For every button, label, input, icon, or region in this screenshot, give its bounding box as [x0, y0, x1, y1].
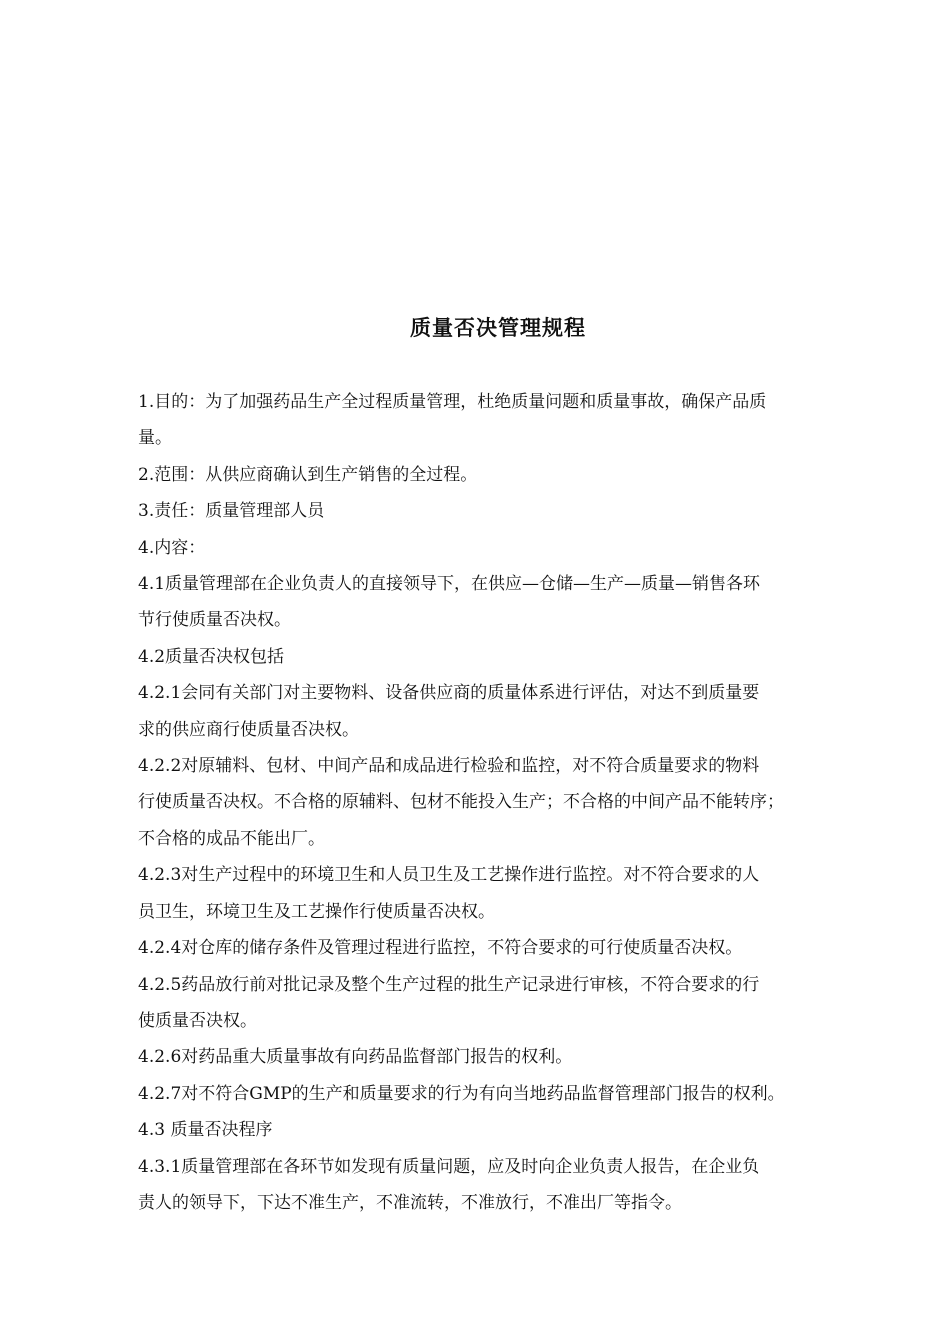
text-line: 4.2质量否决权包括 — [138, 646, 285, 667]
text-line: 2.范围：从供应商确认到生产销售的全过程。 — [138, 464, 478, 485]
text-line: 员卫生，环境卫生及工艺操作行使质量否决权。 — [138, 901, 495, 922]
text-line: 4.2.6对药品重大质量事故有向药品监督部门报告的权利。 — [138, 1047, 573, 1068]
text-line: 4.2.7对不符合GMP的生产和质量要求的行为有向当地药品监督管理部门报告的权利。 — [138, 1083, 785, 1104]
text-line: 4.内容： — [138, 537, 206, 558]
text-line: 4.2.1会同有关部门对主要物料、设备供应商的质量体系进行评估，对达不到质量要 — [138, 683, 760, 704]
text-line: 使质量否决权。 — [138, 1010, 257, 1031]
text-line: 4.2.2对原辅料、包材、中间产品和成品进行检验和监控，对不符合质量要求的物料 — [138, 756, 760, 777]
text-line: 3.责任：质量管理部人员 — [138, 501, 325, 522]
text-line: 不合格的成品不能出厂。 — [138, 828, 325, 849]
text-line: 4.2.4对仓库的储存条件及管理过程进行监控，不符合要求的可行使质量否决权。 — [138, 938, 743, 959]
text-line: 4.3 质量否决程序 — [138, 1120, 273, 1141]
text-line: 量。 — [138, 428, 172, 449]
text-line: 4.2.3对生产过程中的环境卫生和人员卫生及工艺操作进行监控。对不符合要求的人 — [138, 865, 760, 886]
document-title: 质量否决管理规程 — [410, 316, 586, 340]
text-line: 1.目的：为了加强药品生产全过程质量管理，杜绝质量问题和质量事故，确保产品质 — [138, 392, 767, 412]
text-line: 节行使质量否决权。 — [138, 610, 291, 631]
text-line: 4.1质量管理部在企业负责人的直接领导下，在供应—仓储—生产—质量—销售各环 — [138, 574, 761, 595]
document-body — [138, 384, 873, 1221]
text-line: 责人的领导下，下达不准生产，不准流转，不准放行，不准出厂等指令。 — [138, 1192, 682, 1213]
text-line: 求的供应商行使质量否决权。 — [138, 719, 359, 740]
text-line: 4.3.1质量管理部在各环节如发现有质量问题，应及时向企业负责人报告，在企业负 — [138, 1156, 760, 1177]
text-line: 4.2.5药品放行前对批记录及整个生产过程的批生产记录进行审核，不符合要求的行 — [138, 974, 760, 995]
text-line: 行使质量否决权。不合格的原辅料、包材不能投入生产；不合格的中间产品不能转序； — [138, 792, 784, 813]
